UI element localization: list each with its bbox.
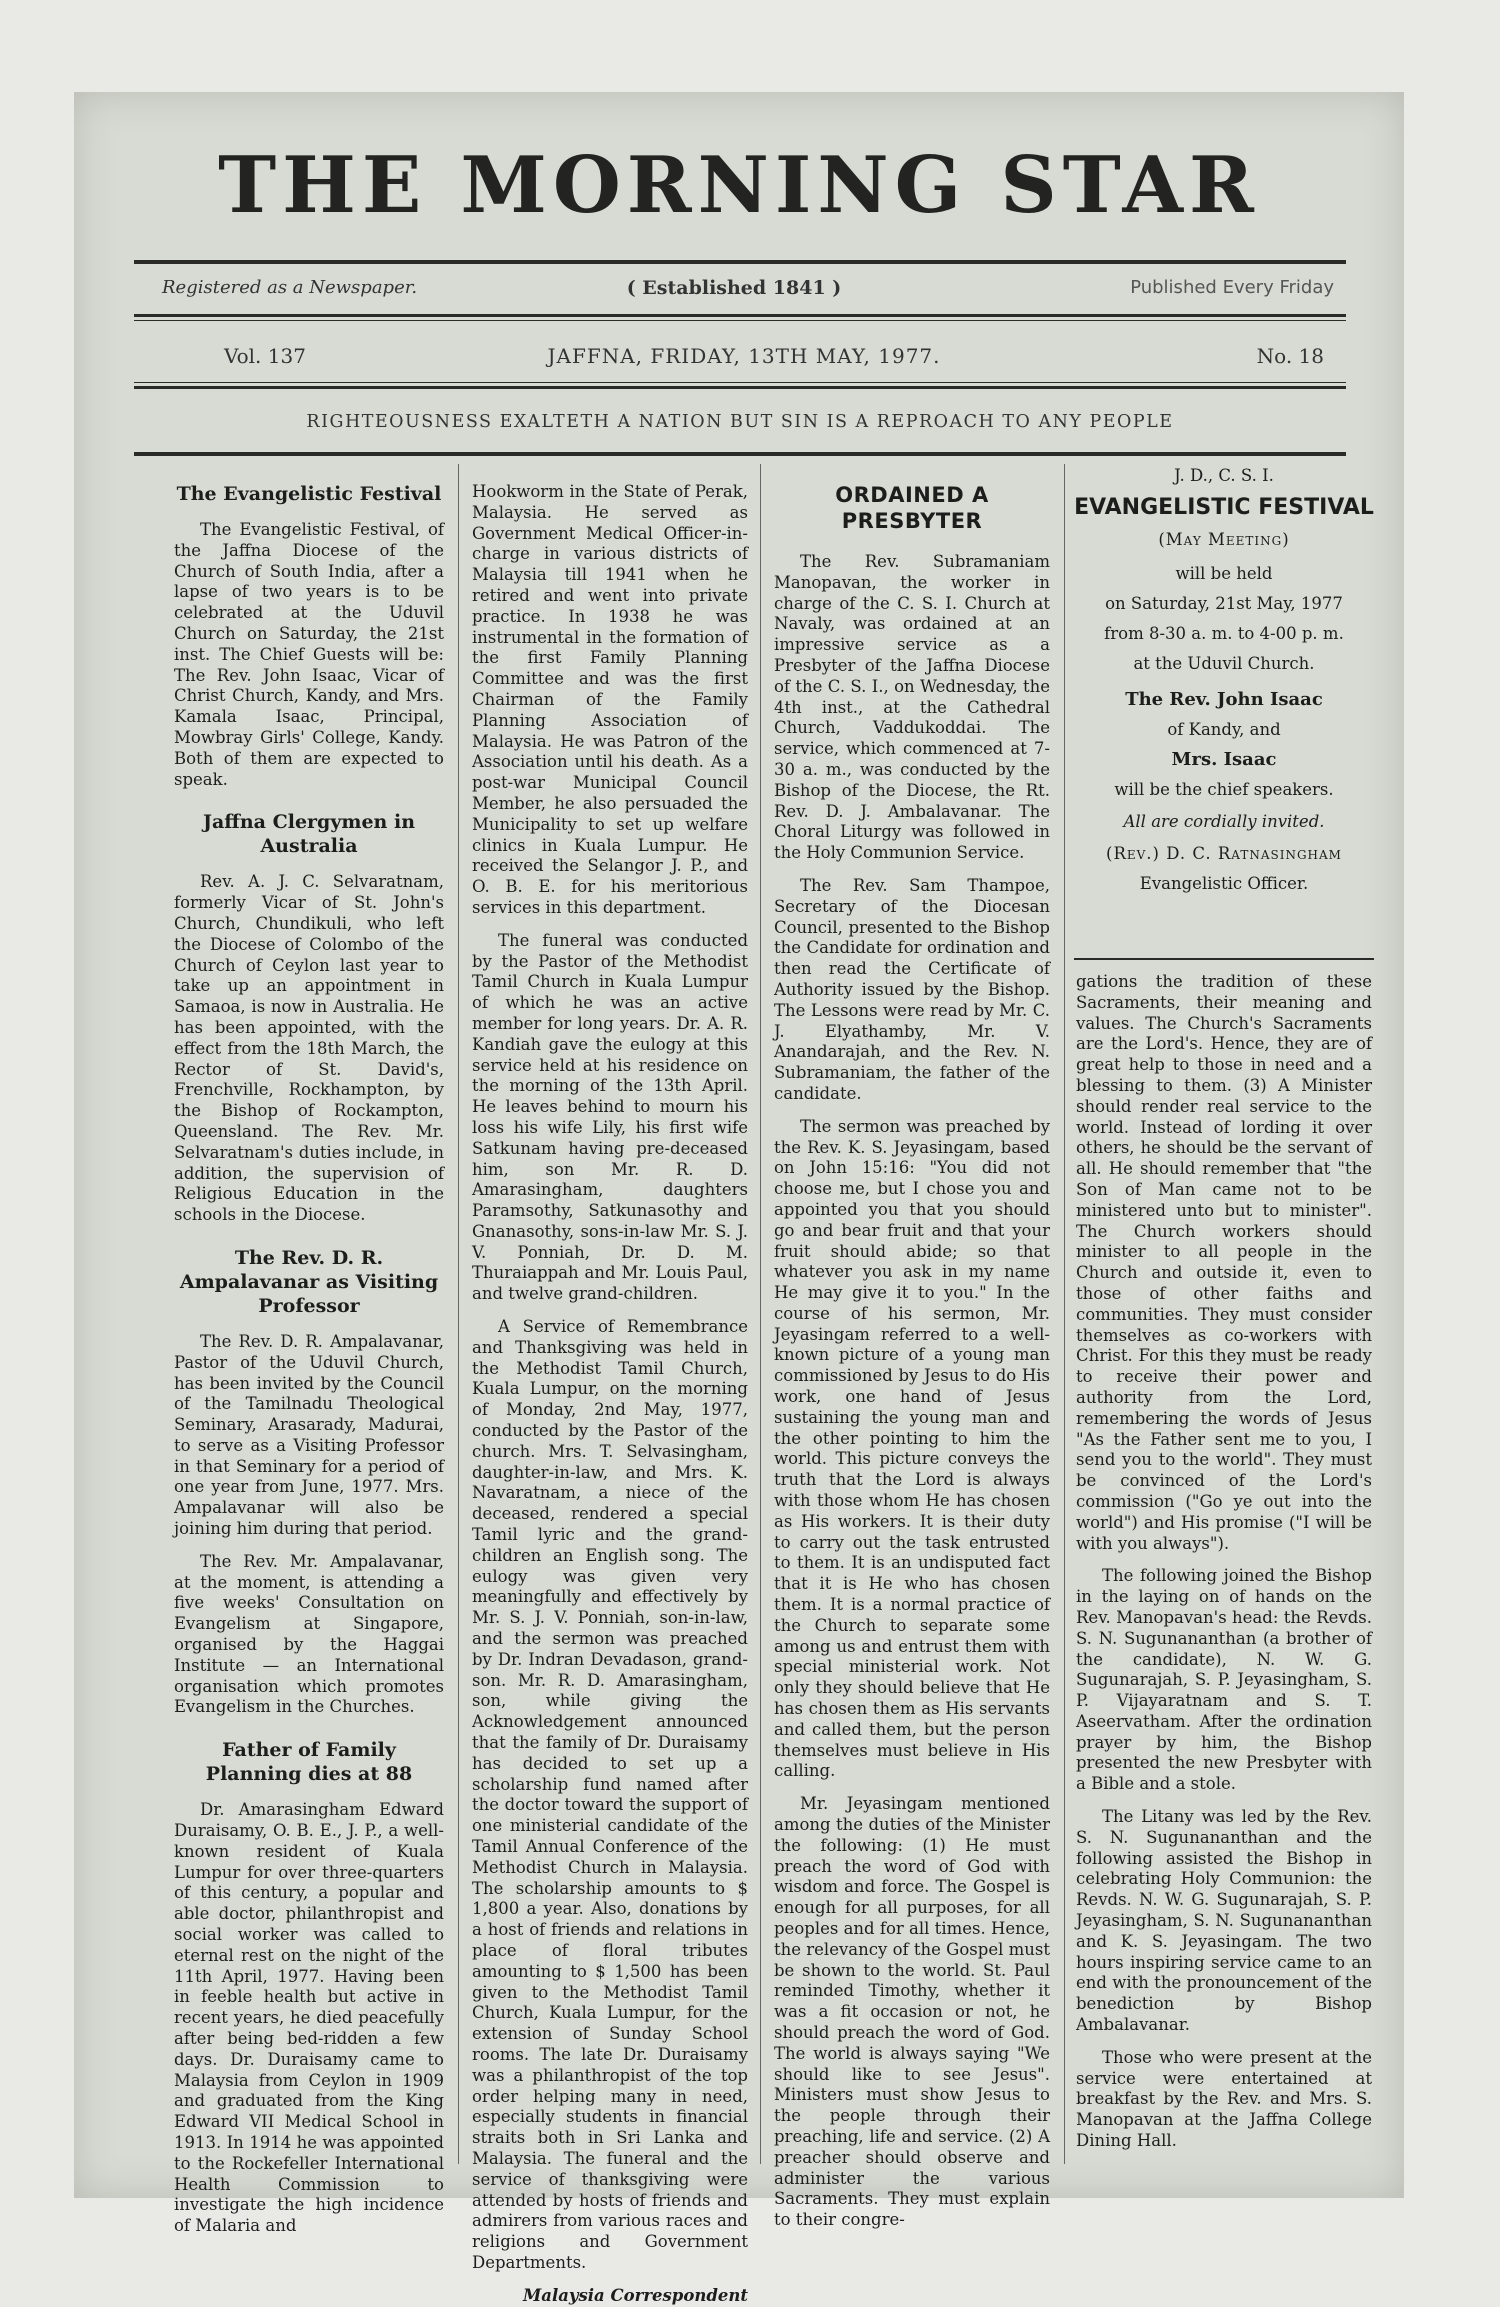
article-paragraph: Hookworm in the State of Perak, Malaysia. He served as Government Medical Officer-in-charge in various districts of Malaysia till 1941 when he retired and went into private practice. In 1938 he was instrumental in the formation of the first Family Planning Committee and was the first Chairman of the Family Planning Association of Malaysia. He was Patron of the Association until his death. As a post-war Municipal Council Member, he also persuaded the Municipality to set up welfare clinics in Kuala Lumpur. He received the Selangor J. P., and O. B. E. for his meritorious services in this department.: [472, 482, 748, 917]
issue-number: No. 18: [1256, 344, 1324, 368]
notice-signatory: (Rev.) D. C. Ratnasingham: [1106, 844, 1342, 863]
notice-title: EVANGELISTIC FESTIVAL: [1074, 495, 1374, 520]
article-paragraph: Dr. Amarasingham Edward Duraisamy, O. B. E., J. P., a well-known resident of Kuala Lumpur for over three-quarters of this century, a popular and able doctor, philanthropist and social worker was called to eternal rest on the night of the 11th April, 1977. Having been in feeble health but active in recent years, he died peacefully after being bed-ridden a few days. Dr. Duraisamy came to Malaysia from Ceylon in 1909 and graduated from the King Edward VII Medical School in 1913. In 1914 he was appointed to the Rockefeller International Health Commission to investigate the high incidence of Malaria and: [174, 1800, 444, 2236]
rule-3b: [134, 386, 1346, 389]
headline-evangelistic-festival: The Evangelistic Festival: [176, 483, 442, 505]
notice-time: from 8-30 a. m. to 4-00 p. m.: [1104, 624, 1344, 643]
article-paragraph: The Litany was led by the Rev. S. N. Sugunananthan and the following assisted the Bishop in celebrating Holy Communion: the Revds. N. W. G. Sugunarajah, S. P. Jeyasingham, S. N. Sugunananthan and K. S. Jeyasingam. The two hours inspiring service came to an end with the pronouncement of the benediction by Bishop Ambalavanar.: [1076, 1807, 1372, 2035]
article-paragraph: The Rev. Subramaniam Manopavan, the worker in charge of the C. S. I. Church at Navaly, was ordained at an impressive service as a Presbyter of the Jaffna Diocese of the C. S. I., on Wednesday, the 4th inst., at the Cathedral Church, Vaddukoddai. The service, which commenced at 7-30 a. m., was conducted by the Bishop of the Diocese, the Rt. Rev. D. J. Ambalavanar. The Choral Liturgy was followed in the Holy Communion Service.: [774, 552, 1050, 863]
article-paragraph: The funeral was conducted by the Pastor of the Methodist Tamil Church in Kuala Lumpur of which he was an active member for long years. Dr. A. R. Kandiah gave the eulogy at this service held at his residence on the morning of the 13th April. He leaves behind to mourn his loss his wife Lily, his first wife Satkunam having pre-deceased him, son Mr. R. D. Amarasingham, daughters Paramsothy, Satkunasothy and Gnanasothy, sons-in-law Mr. S. J. V. Ponniah, Dr. D. M. Thuraiappah and Mr. Louis Paul, and twelve grand-children.: [472, 930, 748, 1304]
article-paragraph: The Rev. D. R. Ampalavanar, Pastor of the Uduvil Church, has been invited by the Council of the Tamilnadu Theological Seminary, Arasarady, Madurai, to serve as a Visiting Professor in that Seminary for a period of one year from June, 1977. Mrs. Ampalavanar will also be joining him during that period.: [174, 1331, 444, 1539]
notice-date: on Saturday, 21st May, 1977: [1105, 594, 1343, 613]
notice-speaker-1: The Rev. John Isaac: [1125, 689, 1323, 710]
article-paragraph: The following joined the Bishop in the laying on of hands on the Rev. Manopavan's head: the Revds. S. N. Sugunananthan (a brother of the candidate), N. W. G. Sugunarajah, S. P. Jeyasingham, S. P. Vijayaratnam and S. T. Aseervatham. After the ordination prayer by him, the Bishop presented the new Presbyter with a Bible and a stole.: [1076, 1566, 1372, 1794]
article-paragraph: The Rev. Mr. Ampalavanar, at the moment, is attending a five weeks' Consultation on Evangelism at Singapore, organised by the Haggai Institute — an International organisation which promotes Evangelism in the Churches.: [174, 1551, 444, 1717]
article-paragraph: Those who were present at the service were entertained at breakfast by the Rev. and Mrs. S. Manopavan at the Jaffna College Dining Hall.: [1076, 2047, 1372, 2151]
newspaper-page: [74, 92, 1404, 2305]
headline-visiting-professor: The Rev. D. R. Ampalavanar as Visiting Professor: [179, 1246, 439, 1317]
article-paragraph: The Rev. Sam Thampoe, Secretary of the Diocesan Council, presented to the Bishop the Candidate for ordination and then read the Certificate of Authority issued by the Bishop. The Lessons were read by Mr. C. J. Elyathamby, Mr. V. Anandarajah, and the Rev. N. Subramaniam, the father of the candidate.: [774, 875, 1050, 1103]
notice-venue: at the Uduvil Church.: [1133, 654, 1315, 673]
rule-top: [134, 260, 1346, 264]
rule-3: [134, 382, 1346, 383]
notice-invitation: All are cordially invited.: [1123, 812, 1325, 831]
notice-diocese: J. D., C. S. I.: [1174, 466, 1274, 485]
notice-subtitle: (May Meeting): [1158, 530, 1290, 549]
headline-family-planning: Father of Family Planning dies at 88: [205, 1739, 413, 1786]
column-4: [1076, 972, 1372, 2164]
notice-speaker-2: Mrs. Isaac: [1171, 749, 1277, 770]
dateline: JAFFNA, FRIDAY, 13TH MAY, 1977.: [547, 344, 941, 368]
column-3: [774, 482, 1050, 2243]
headline-jaffna-clergymen: Jaffna Clergymen in Australia: [202, 811, 416, 858]
volume-number: Vol. 137: [224, 344, 306, 368]
col-divider-2: [760, 464, 761, 2164]
notice-line: will be held: [1175, 564, 1273, 583]
rule-2b: [134, 320, 1346, 321]
notice-office: Evangelistic Officer.: [1139, 874, 1309, 893]
col-divider-1: [458, 464, 459, 2164]
rule-4: [134, 452, 1346, 456]
festival-notice: [1074, 464, 1374, 902]
headline-ordained-presbyter: ORDAINED A PRESBYTER: [835, 483, 989, 533]
article-paragraph: Mr. Jeyasingam mentioned among the duties of the Minister the following: (1) He must preach the word of God with wisdom and force. The Gospel is enough for all purposes, for all peoples and for all times. Hence, the relevancy of the Gospel must be shown to the world. St. Paul reminded Timothy, whether it was a fit occasion or not, he should preach the word of God. The world is always saying "We should like to see Jesus". Ministers must show Jesus to the people through their preaching, life and service. (2) A preacher should observe and administer the various Sacraments. They must explain to their congre-: [774, 1794, 1050, 2230]
article-paragraph: The sermon was preached by the Rev. K. S. Jeyasingam, based on John 15:16: "You did not choose me, but I chose you and appointed you that you should go and bear fruit and that your fruit should abide; so that whatever you ask in my name He may give it to you." In the course of his sermon, Mr. Jeyasingam referred to a well-known picture of a young man commissioned by Jesus to do His work, one hand of Jesus sustaining the young man and the other pointing to him the world. This picture conveys the truth that the Lord is always with those whom He has chosen as His workers. It is their duty to carry out the task entrusted to them. It is an undisputed fact that it is He who has chosen them. It is a normal practice of the Church to separate some among us and entrust them with special ministerial work. Not only they should believe that He has chosen them as His servants and called them, but the person themselves must believe in His calling.: [774, 1116, 1050, 1781]
published-note: Published Every Friday: [1130, 277, 1334, 298]
rule-2: [134, 314, 1346, 317]
column-1: [174, 482, 444, 2249]
notice-speakers-line: will be the chief speakers.: [1114, 780, 1334, 799]
established-note: ( Established 1841 ): [626, 277, 842, 299]
article-paragraph: gations the tradition of these Sacraments, their meaning and values. The Church's Sacraments are the Lord's. Hence, they are of great help to those in need and a blessing to them. (3) A Minister should render real service to the world. Instead of lording it over others, he should be the servant of all. He should remember that "the Son of Man came not to be ministered unto but to minister". The Church workers should minister to all people in the Church and outside it, even to those of other faiths and communities. They must consider themselves as co-workers with Christ. For this they must be ready to receive their power and authority from the Lord, remembering the words of Jesus "As the Father sent me to you, I send you to the world". They must be convinced of the Lord's commission ("Go ye out into the world") and His promise ("I will be with you always").: [1076, 972, 1372, 1553]
article-paragraph: The Evangelistic Festival, of the Jaffna Diocese of the Church of South India, after a lapse of two years is to be celebrated at the Uduvil Church on Saturday, the 21st inst. The Chief Guests will be: The Rev. John Isaac, Vicar of Christ Church, Kandy, and Mrs. Kamala Isaac, Principal, Mowbray Girls' College, Kandy. Both of them are expected to speak.: [174, 520, 444, 789]
column-2: [472, 482, 748, 2307]
notice-speaker-1-place: of Kandy, and: [1167, 720, 1281, 739]
notice-bottom-rule: [1074, 958, 1374, 960]
registered-note: Registered as a Newspaper.: [162, 277, 418, 298]
article-paragraph: Rev. A. J. C. Selvaratnam, formerly Vicar of St. John's Church, Chundikuli, who left the Diocese of Colombo of the Church of Ceylon last year to take up an appointment in Samaoa, is now in Australia. He has been appointed, with the effect from the 18th March, the Rector of St. David's, Frenchville, Rockhampton, by the Bishop of Rockampton, Queensland. The Rev. Mr. Selvaratnam's duties include, in addition, the supervision of Religious Education in the schools in the Diocese.: [174, 872, 444, 1225]
article-paragraph: A Service of Remembrance and Thanksgiving was held in the Methodist Tamil Church, Kuala Lumpur, on the morning of Monday, 2nd May, 1977, conducted by the Pastor of the church. Mrs. T. Selvasingham, daughter-in-law, and Mrs. K. Navaratnam, a niece of the deceased, rendered a special Tamil lyric and the grand-children an English song. The eulogy was given very meaningfully and effectively by Mr. S. J. V. Ponniah, son-in-law, and the sermon was preached by Dr. Indran Devadason, grand-son. Mr. R. D. Amarasingham, son, while giving the Acknowledgement announced that the family of Dr. Duraisamy has decided to set up a scholarship fund named after the doctor toward the support of one ministerial candidate of the Tamil Annual Conference of the Methodist Church in Malaysia. The scholarship amounts to $ 1,800 a year. Also, donations by a host of friends and relations in place of floral tributes amounting to $ 1,500 has been given to the Methodist Tamil Church, Kuala Lumpur, for the extension of Sunday School rooms. The late Dr. Duraisamy was a philanthropist of the top order helping many in need, especially students in financial straits both in Sri Lanka and Malaysia. The funeral and the service of thanksgiving were attended by hosts of friends and admirers from various races and religions and Government Departments.: [472, 1317, 748, 2272]
motto: RIGHTEOUSNESS EXALTETH A NATION BUT SIN IS A REPROACH TO ANY PEOPLE: [306, 412, 1174, 432]
masthead-title: THE MORNING STAR: [218, 140, 1260, 231]
col-divider-3: [1064, 464, 1065, 2164]
correspondent-signature: Malaysia Correspondent: [523, 2285, 748, 2305]
